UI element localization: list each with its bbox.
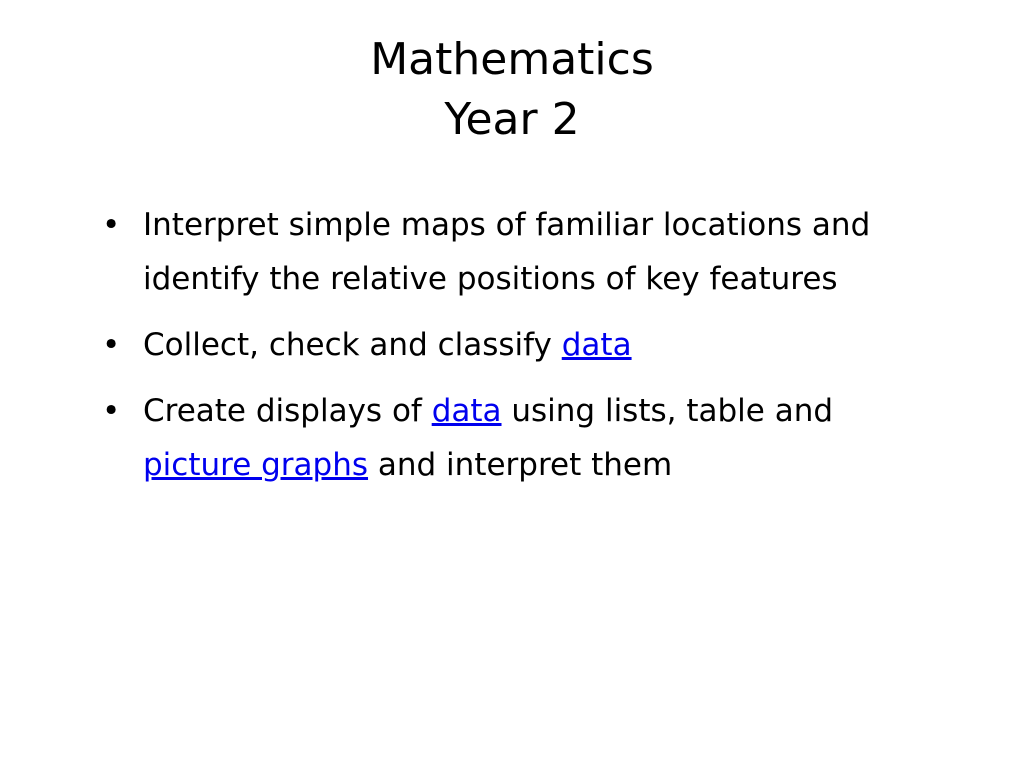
bullet-text: using lists, table and [501,393,834,429]
slide-title [0,30,1024,150]
bullet-item-collect [102,318,902,372]
bullet-list [102,198,902,504]
data-link[interactable]: data [431,393,502,429]
bullet-text: Interpret simple maps of familiar locations and identify the relative positions of key features [143,207,871,297]
bullet-icon: • [102,207,121,243]
bullet-text: and interpret them [368,447,673,483]
picture-graphs-link[interactable]: picture graphs [143,447,369,483]
bullet-icon: • [102,393,121,429]
data-link[interactable]: data [561,327,632,363]
bullet-text: Create displays of [143,393,432,429]
bullet-item-maps [102,198,902,306]
bullet-icon: • [102,327,121,363]
bullet-text: Collect, check and classify [143,327,562,363]
title-year: Year 2 [444,94,580,145]
title-subject: Mathematics [370,34,654,85]
bullet-item-displays [102,384,902,492]
